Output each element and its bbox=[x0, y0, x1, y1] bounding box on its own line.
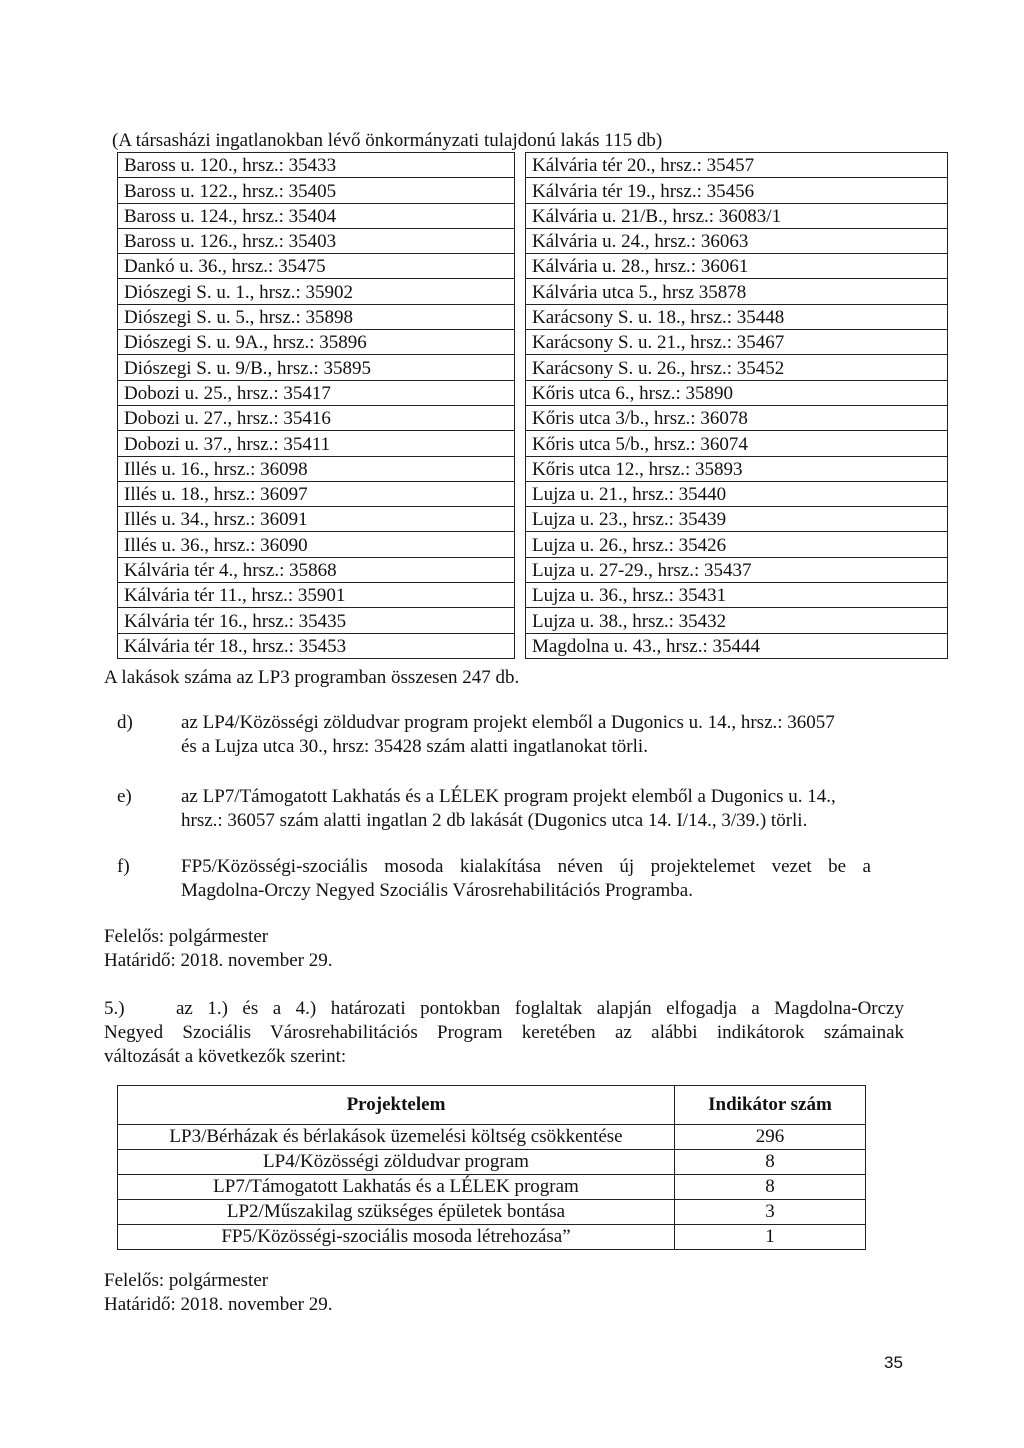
column-header-projektelem: Projektelem bbox=[118, 1086, 675, 1125]
address-cell-left: Illés u. 36., hrsz.: 36090 bbox=[118, 532, 515, 557]
indicator-value-cell: 8 bbox=[675, 1150, 866, 1175]
item-e-line: hrsz.: 36057 szám alatti ingatlan 2 db lakását (Dugonics utca 14. I/14., 3/39.) törli. bbox=[181, 810, 808, 831]
address-cell-left: Diószegi S. u. 5., hrsz.: 35898 bbox=[118, 304, 515, 329]
column-gap bbox=[515, 608, 526, 633]
address-cell-right: Kőris utca 3/b., hrsz.: 36078 bbox=[526, 405, 948, 430]
project-element-cell: LP3/Bérházak és bérlakások üzemelési költség csökkentése bbox=[118, 1125, 675, 1150]
address-cell-right: Kőris utca 6., hrsz.: 35890 bbox=[526, 380, 948, 405]
address-row bbox=[118, 608, 948, 633]
project-element-cell: FP5/Közösségi-szociális mosoda létrehozása” bbox=[118, 1225, 675, 1250]
point-5 bbox=[104, 997, 904, 1069]
address-cell-right: Kálvária u. 28., hrsz.: 36061 bbox=[526, 254, 948, 279]
column-gap bbox=[515, 583, 526, 608]
project-element-cell: LP2/Műszakilag szükséges épületek bontása bbox=[118, 1200, 675, 1225]
address-cell-right: Magdolna u. 43., hrsz.: 35444 bbox=[526, 633, 948, 658]
point-5-line bbox=[104, 997, 904, 1021]
address-row bbox=[118, 481, 948, 506]
address-row bbox=[118, 304, 948, 329]
address-cell-right: Lujza u. 26., hrsz.: 35426 bbox=[526, 532, 948, 557]
column-gap bbox=[515, 405, 526, 430]
address-cell-left: Diószegi S. u. 9/B., hrsz.: 35895 bbox=[118, 355, 515, 380]
responsible-block-1 bbox=[104, 925, 332, 973]
indicator-value-cell: 296 bbox=[675, 1125, 866, 1150]
project-element-cell: LP4/Közösségi zöldudvar program bbox=[118, 1150, 675, 1175]
address-row bbox=[118, 279, 948, 304]
address-cell-right: Kálvária utca 5., hrsz 35878 bbox=[526, 279, 948, 304]
item-f-line: Magdolna-Orczy Negyed Szociális Városrehabilitációs Programba. bbox=[181, 880, 693, 901]
address-cell-left: Kálvária tér 4., hrsz.: 35868 bbox=[118, 557, 515, 582]
item-e-letter: e) bbox=[117, 786, 132, 807]
address-row bbox=[118, 228, 948, 253]
address-cell-left: Baross u. 126., hrsz.: 35403 bbox=[118, 228, 515, 253]
address-cell-right: Karácsony S. u. 18., hrsz.: 35448 bbox=[526, 304, 948, 329]
table-caption: (A társasházi ingatlanokban lévő önkormányzati tulajdonú lakás 115 db) bbox=[112, 130, 663, 151]
address-row bbox=[118, 507, 948, 532]
address-row bbox=[118, 178, 948, 203]
indicator-row bbox=[118, 1175, 866, 1200]
address-row bbox=[118, 583, 948, 608]
address-cell-right: Lujza u. 21., hrsz.: 35440 bbox=[526, 481, 948, 506]
column-gap bbox=[515, 330, 526, 355]
address-cell-left: Diószegi S. u. 1., hrsz.: 35902 bbox=[118, 279, 515, 304]
address-cell-left: Baross u. 122., hrsz.: 35405 bbox=[118, 178, 515, 203]
item-d-text bbox=[181, 711, 871, 759]
column-gap bbox=[515, 456, 526, 481]
address-row bbox=[118, 380, 948, 405]
apartment-count-summary: A lakások száma az LP3 programban összesen 247 db. bbox=[104, 667, 520, 688]
column-gap bbox=[515, 228, 526, 253]
indicator-value-cell: 3 bbox=[675, 1200, 866, 1225]
address-cell-right: Kálvária tér 19., hrsz.: 35456 bbox=[526, 178, 948, 203]
address-cell-right: Kálvária u. 24., hrsz.: 36063 bbox=[526, 228, 948, 253]
indicator-value-cell: 1 bbox=[675, 1225, 866, 1250]
address-row bbox=[118, 557, 948, 582]
column-gap bbox=[515, 507, 526, 532]
address-row bbox=[118, 355, 948, 380]
column-gap bbox=[515, 254, 526, 279]
column-gap bbox=[515, 279, 526, 304]
item-f-letter: f) bbox=[117, 856, 130, 877]
address-row bbox=[118, 153, 948, 178]
address-cell-left: Baross u. 120., hrsz.: 35433 bbox=[118, 153, 515, 178]
deadline: Határidő: 2018. november 29. bbox=[104, 1294, 333, 1315]
column-gap bbox=[515, 481, 526, 506]
address-cell-left: Kálvária tér 16., hrsz.: 35435 bbox=[118, 608, 515, 633]
responsible-person: Felelős: polgármester bbox=[104, 926, 269, 947]
column-gap bbox=[515, 153, 526, 178]
address-row bbox=[118, 431, 948, 456]
address-cell-right: Lujza u. 23., hrsz.: 35439 bbox=[526, 507, 948, 532]
item-d-line: az LP4/Közösségi zöldudvar program projekt elemből a Dugonics u. 14., hrsz.: 36057 bbox=[181, 712, 835, 733]
address-cell-left: Dobozi u. 37., hrsz.: 35411 bbox=[118, 431, 515, 456]
address-row bbox=[118, 456, 948, 481]
address-cell-right: Kőris utca 12., hrsz.: 35893 bbox=[526, 456, 948, 481]
point-5-line: változását a következők szerint: bbox=[104, 1046, 347, 1067]
address-cell-right: Karácsony S. u. 26., hrsz.: 35452 bbox=[526, 355, 948, 380]
address-cell-right: Kőris utca 5/b., hrsz.: 36074 bbox=[526, 431, 948, 456]
address-cell-right: Lujza u. 36., hrsz.: 35431 bbox=[526, 583, 948, 608]
responsible-person: Felelős: polgármester bbox=[104, 1270, 269, 1291]
column-gap bbox=[515, 380, 526, 405]
address-row bbox=[118, 532, 948, 557]
address-cell-left: Dankó u. 36., hrsz.: 35475 bbox=[118, 254, 515, 279]
address-cell-right: Lujza u. 38., hrsz.: 35432 bbox=[526, 608, 948, 633]
indicator-value-cell: 8 bbox=[675, 1175, 866, 1200]
indicator-row bbox=[118, 1200, 866, 1225]
address-row bbox=[118, 330, 948, 355]
item-e-text bbox=[181, 785, 871, 833]
address-table bbox=[117, 152, 948, 659]
address-cell-left: Dobozi u. 25., hrsz.: 35417 bbox=[118, 380, 515, 405]
column-gap bbox=[515, 203, 526, 228]
column-gap bbox=[515, 355, 526, 380]
item-d-letter: d) bbox=[117, 712, 133, 733]
indicator-row bbox=[118, 1150, 866, 1175]
address-row bbox=[118, 405, 948, 430]
address-row bbox=[118, 254, 948, 279]
column-header-indikator-szam: Indikátor szám bbox=[675, 1086, 866, 1125]
indicator-row bbox=[118, 1225, 866, 1250]
column-gap bbox=[515, 532, 526, 557]
indicator-table bbox=[117, 1085, 866, 1250]
column-gap bbox=[515, 178, 526, 203]
address-cell-left: Diószegi S. u. 9A., hrsz.: 35896 bbox=[118, 330, 515, 355]
address-cell-left: Illés u. 34., hrsz.: 36091 bbox=[118, 507, 515, 532]
page-number: 35 bbox=[884, 1353, 903, 1372]
responsible-block-2 bbox=[104, 1269, 332, 1317]
address-cell-right: Kálvária u. 21/B., hrsz.: 36083/1 bbox=[526, 203, 948, 228]
address-cell-left: Illés u. 18., hrsz.: 36097 bbox=[118, 481, 515, 506]
column-gap bbox=[515, 557, 526, 582]
column-gap bbox=[515, 304, 526, 329]
address-row bbox=[118, 203, 948, 228]
address-cell-left: Kálvária tér 18., hrsz.: 35453 bbox=[118, 633, 515, 658]
address-cell-right: Lujza u. 27-29., hrsz.: 35437 bbox=[526, 557, 948, 582]
column-gap bbox=[515, 633, 526, 658]
address-row bbox=[118, 633, 948, 658]
address-cell-right: Kálvária tér 20., hrsz.: 35457 bbox=[526, 153, 948, 178]
address-cell-right: Karácsony S. u. 21., hrsz.: 35467 bbox=[526, 330, 948, 355]
address-cell-left: Kálvária tér 11., hrsz.: 35901 bbox=[118, 583, 515, 608]
address-cell-left: Illés u. 16., hrsz.: 36098 bbox=[118, 456, 515, 481]
item-e-line: az LP7/Támogatott Lakhatás és a LÉLEK program projekt elemből a Dugonics u. 14., bbox=[181, 786, 836, 807]
address-cell-left: Dobozi u. 27., hrsz.: 35416 bbox=[118, 405, 515, 430]
indicator-row bbox=[118, 1125, 866, 1150]
item-d-line: és a Lujza utca 30., hrsz: 35428 szám alatti ingatlanokat törli. bbox=[181, 736, 648, 757]
point-5-number: 5.) bbox=[104, 998, 125, 1019]
item-f-line: FP5/Közösségi-szociális mosoda kialakítása néven új projektelemet vezet be a bbox=[181, 856, 871, 877]
column-gap bbox=[515, 431, 526, 456]
deadline: Határidő: 2018. november 29. bbox=[104, 950, 333, 971]
project-element-cell: LP7/Támogatott Lakhatás és a LÉLEK program bbox=[118, 1175, 675, 1200]
address-cell-left: Baross u. 124., hrsz.: 35404 bbox=[118, 203, 515, 228]
point-5-line: Negyed Szociális Városrehabilitációs Program keretében az alábbi indikátorok számainak bbox=[104, 1022, 904, 1043]
indicator-table-header-row bbox=[118, 1086, 866, 1125]
item-f-text bbox=[181, 855, 871, 903]
point-5-line-text: az 1.) és a 4.) határozati pontokban foglaltak alapján elfogadja a Magdolna-Orczy bbox=[176, 998, 904, 1019]
